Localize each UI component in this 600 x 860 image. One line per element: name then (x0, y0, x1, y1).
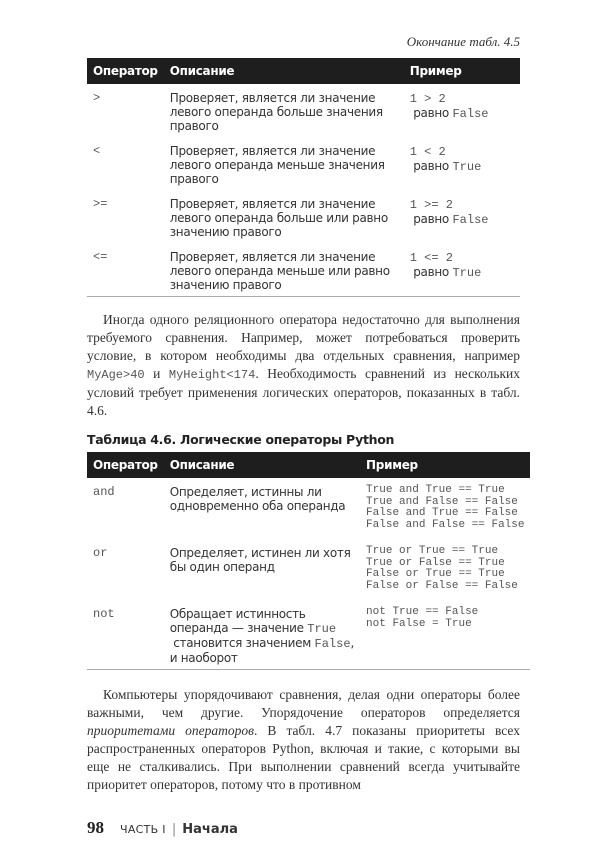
table-caption: Таблица 4.6. Логические операторы Python (87, 432, 395, 447)
table-header-row (87, 58, 520, 84)
table-row (87, 478, 530, 539)
emphasis: приоритетами операторов (87, 723, 254, 738)
description-cell: Проверяет, является ли значение левого операнда меньше значения правого (169, 144, 385, 186)
separator: | (171, 822, 177, 837)
description-cell: Проверяет, является ли значение левого операнда меньше или равно значению правого (169, 250, 390, 292)
part-label: ЧАСТЬ I (120, 823, 166, 836)
header-description: Описание (169, 458, 235, 472)
example-cell (404, 243, 520, 297)
example-result: True (452, 266, 482, 280)
page-number: 98 (87, 818, 104, 837)
logical-operators-table (87, 452, 530, 670)
example-cell (404, 84, 520, 137)
example-result: True (452, 160, 482, 174)
text: становится значением (169, 636, 315, 650)
header-operator: Оператор (93, 458, 158, 472)
inline-code: MyHeight<174 (168, 368, 256, 382)
text: . Необходимость сравнений из нескольких условий требует применения логических операторов, показанных в табл. 4.6. (87, 366, 521, 418)
description-cell (164, 600, 360, 670)
header-description: Описание (169, 64, 235, 78)
operator-cell: and (93, 485, 115, 499)
description-cell: Определяет, истинны ли одновременно оба операнда (169, 485, 346, 513)
example-cell: True and True == True True and False == False False and True == False False and False == False (366, 484, 525, 531)
table-row (87, 190, 520, 243)
text: Компьютеры упорядочивают сравнения, делая одни операторы более важными, чем другие. Упорядочение операторов определяется (87, 687, 520, 720)
example-word: равно (409, 212, 453, 226)
text: Обращает истинность операнда — значение (169, 607, 308, 635)
example-cell: True or True == True True or False == True False or True == True False or False == False (366, 545, 518, 592)
header-operator: Оператор (93, 64, 158, 78)
operator-cell: >= (93, 197, 108, 211)
table-header-row (87, 452, 530, 478)
text: . В табл. 4.7 показаны приоритеты всех распространенных операторов Python, включая и такие, с которыми вы еще не сталкивались. При выполнении сравнений всегда учитывайте приоритет операторов, потому что в противном (87, 723, 520, 792)
description-cell: Проверяет, является ли значение левого операнда больше значения правого (169, 91, 383, 133)
text: Иногда одного реляционного оператора недостаточно для выполнения требуемого сравнения. Например, может потребоваться проверить условие, в котором необходимы два отдельных сравнения, например (87, 312, 520, 363)
page-footer (87, 818, 520, 840)
text: , и наоборот (169, 636, 355, 665)
body-paragraph-2 (87, 686, 520, 794)
table-row (87, 84, 520, 137)
operator-cell: > (93, 91, 101, 105)
example-code: 1 < 2 (409, 145, 446, 159)
example-code: 1 > 2 (409, 92, 446, 106)
example-cell (404, 137, 520, 190)
running-head: Окончание табл. 4.5 (406, 34, 520, 49)
body-paragraph-1 (87, 311, 520, 420)
operator-cell: < (93, 144, 101, 158)
example-cell: not True == False not False = True (366, 606, 479, 630)
example-result: False (452, 107, 489, 121)
operator-cell: not (93, 607, 115, 621)
operator-cell: or (93, 546, 108, 560)
example-cell (404, 190, 520, 243)
inline-code: MyAge>40 (87, 368, 145, 382)
section-title: Начала (182, 822, 238, 837)
example-word: равно (409, 265, 453, 279)
table-row (87, 137, 520, 190)
example-code: 1 <= 2 (409, 251, 453, 265)
table-row (87, 243, 520, 297)
description-cell: Проверяет, является ли значение левого операнда больше или равно значению правого (169, 197, 388, 239)
example-word: равно (409, 159, 453, 173)
inline-code: False (314, 637, 351, 651)
text: и (144, 366, 169, 381)
inline-code: True (307, 622, 337, 636)
example-word: равно (409, 106, 453, 120)
example-code: 1 >= 2 (409, 198, 453, 212)
header-example: Пример (409, 64, 462, 78)
comparison-operators-table-continued (87, 58, 520, 297)
description-cell: Определяет, истинен ли хотя бы один операнд (169, 546, 351, 574)
example-result: False (452, 213, 489, 227)
table-row (87, 539, 530, 600)
operator-cell: <= (93, 250, 108, 264)
header-example: Пример (366, 458, 418, 472)
table-row (87, 600, 530, 670)
